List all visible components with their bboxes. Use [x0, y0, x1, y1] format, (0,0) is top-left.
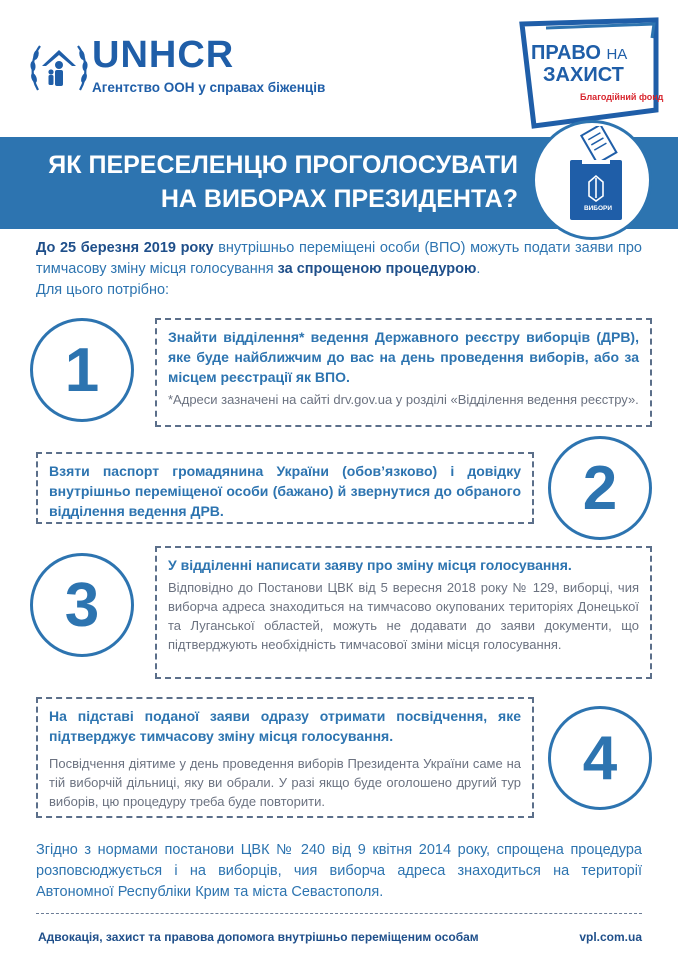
- step-4-text: На підставі поданої заяви одразу отримати посвідчення, яке підтверджує тимчасову зміну місця голосування.: [49, 708, 521, 744]
- page-title: ЯК ПЕРЕСЕЛЕНЦЮ ПРОГОЛОСУВАТИ НА ВИБОРАХ ПРЕЗИДЕНТА?: [48, 151, 518, 213]
- pravo-line2: ЗАХИСТ: [543, 64, 624, 86]
- step-2-box: [36, 452, 534, 524]
- step-4-note: Посвідчення діятиме у день проведення виборів Президента України саме на тій виборчій дільниці, яку ви обрали. У разі якщо буде оголошено другий тур виборів, цю процедуру треба буде повторити.: [49, 756, 521, 809]
- pravo-line1: ПРАВО НА: [531, 42, 628, 64]
- step-3-box: [155, 546, 652, 679]
- footer-divider: [36, 913, 642, 914]
- footer-tagline: Адвокація, захист та правова допомога внутрішньо переміщеним особам: [38, 930, 479, 944]
- step-1-text: Знайти відділення* ведення Державного реєстру виборців (ДРВ), яке буде найближчим до вас на день проведення виборів, або за місцем реєстрації як ВПО.: [168, 329, 639, 385]
- pravo-subtitle: Благодійний фонд: [580, 92, 664, 102]
- bottom-paragraph: Згідно з нормами постанови ЦВК № 240 від 9 квітня 2014 року, спрощена процедура розповсюджується і на виборців, чия виборча адреса знаходиться на території Автономної Республіки Крим та міста Севастополя.: [36, 842, 642, 900]
- ballot-label: ВИБОРИ: [583, 205, 613, 212]
- step-1-box: [155, 318, 652, 427]
- footer-website-link[interactable]: vpl.com.ua: [579, 930, 642, 944]
- unhcr-subtitle: Агентство ООН у справах біженців: [92, 80, 326, 95]
- step-3-note: Відповідно до Постанови ЦВК від 5 вересня 2018 року № 129, виборці, чия виборча адреса знаходиться на тимчасово окупованих територіях Донецької та Луганської областей, можуть не додавати до заяви документи, що підтверджують необхідність тимчасової зміни місця голосування.: [168, 580, 639, 652]
- unhcr-name: UNHCR: [92, 34, 235, 76]
- step-1-number: 1: [30, 318, 134, 422]
- step-3-text: У відділенні написати заяву про зміну місця голосування.: [168, 557, 572, 573]
- intro-paragraph: До 25 березня 2019 року внутрішньо переміщені особи (ВПО) можуть подати заяви про тимчасову зміну місця голосування за спрощеною процедурою. Для цього потрібно:: [36, 240, 642, 298]
- step-1-note: *Адреси зазначені на сайті drv.gov.ua у розділі «Відділення ведення реєстру».: [168, 392, 639, 407]
- step-2-number: 2: [548, 436, 652, 540]
- unhcr-logo-icon: [28, 38, 90, 98]
- step-3-number: 3: [30, 553, 134, 657]
- step-4-number: 4: [548, 706, 652, 810]
- step-4-box: [36, 697, 534, 818]
- step-2-text: Взяти паспорт громадянина України (обов’язково) і довідку внутрішньо переміщеної особи (бажано) й звернутися до обраного відділення ведення ДРВ.: [49, 463, 521, 519]
